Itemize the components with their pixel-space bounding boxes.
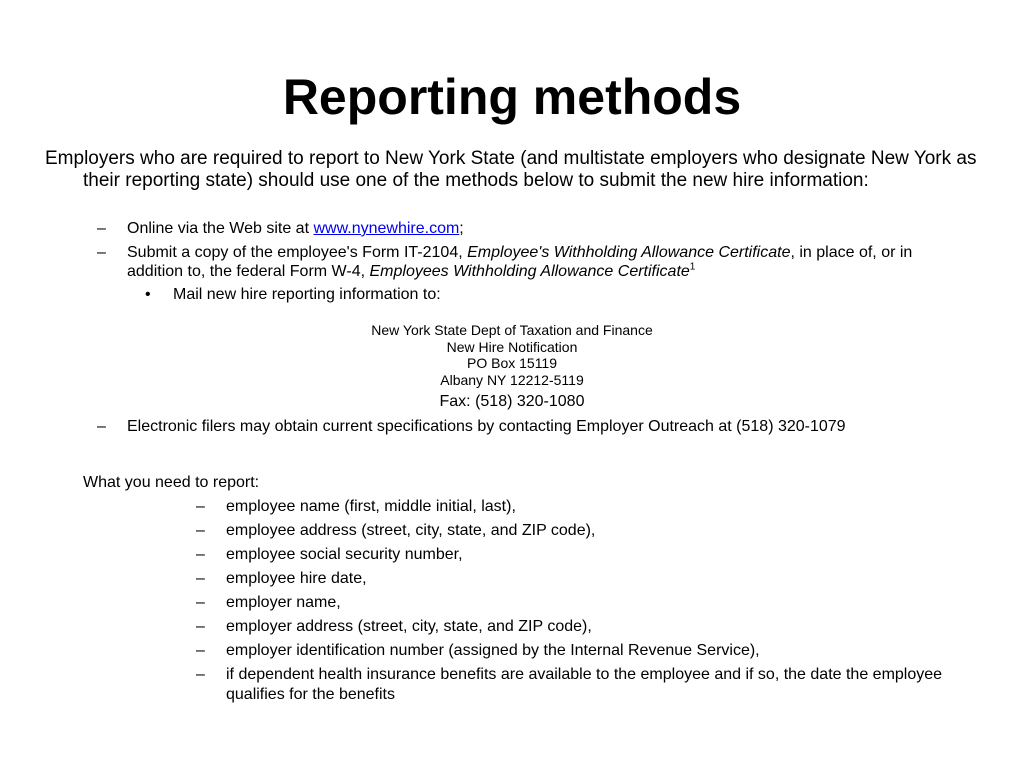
report-item: [196, 665, 956, 704]
report-item: [196, 497, 956, 517]
form-prefix: Submit a copy of the employee's Form IT-2104,: [127, 243, 468, 261]
dash-bullet: –: [196, 522, 205, 539]
fax-number: Fax: (518) 320-1080: [439, 393, 585, 410]
report-item-text: employee address (street, city, state, and ZIP code),: [226, 522, 596, 539]
address-line-2: New Hire Notification: [446, 338, 578, 355]
footnote-marker: 1: [689, 261, 696, 273]
dash-bullet: –: [97, 418, 106, 435]
report-item: [196, 641, 956, 661]
report-item: [196, 545, 956, 565]
dash-bullet: –: [97, 220, 106, 237]
report-item: [196, 521, 956, 541]
address-line-4: Albany NY 12212-5119: [440, 371, 584, 388]
electronic-list: [97, 417, 947, 441]
dash-bullet: –: [196, 618, 205, 635]
electronic-item: [97, 417, 947, 437]
dash-bullet: –: [196, 642, 205, 659]
mail-label: Mail new hire reporting information to:: [173, 286, 441, 303]
dash-bullet: –: [196, 594, 205, 611]
online-prefix: Online via the Web site at: [127, 220, 314, 237]
form-w4-title: Employees Withholding Allowance Certificate: [369, 263, 690, 280]
address-line-3: PO Box 15119: [466, 355, 558, 371]
dash-bullet: –: [196, 498, 205, 515]
report-item-text: employee name (first, middle initial, last),: [226, 498, 516, 515]
form-middle: , in place of, or in addition to, the federal Form W-4,: [127, 243, 913, 280]
dot-bullet: •: [145, 286, 151, 303]
report-items-list: [196, 497, 956, 709]
nynewhire-link[interactable]: www.nynewhire.com: [313, 220, 460, 237]
report-item: [196, 617, 956, 637]
form-it2104-title: Employee's Withholding Allowance Certificate: [467, 243, 791, 261]
report-item-text: employee hire date,: [226, 570, 367, 587]
online-suffix: ;: [459, 220, 464, 237]
report-item-text: employer address (street, city, state, and ZIP code),: [226, 618, 592, 635]
dash-bullet: –: [196, 570, 205, 587]
intro-paragraph: Employers who are required to report to New York State (and multistate employers who designate New York as their reporting state) should use one of the methods below to submit the new hire information:: [45, 148, 977, 191]
mailing-address: [0, 322, 1024, 388]
dash-bullet: –: [196, 546, 205, 563]
electronic-text: Electronic filers may obtain current specifications by contacting Employer Outreach at (518) 320-1079: [127, 418, 846, 435]
report-item-text: employer name,: [226, 594, 341, 611]
method-online: [97, 219, 947, 239]
address-line-1: New York State Dept of Taxation and Finance: [371, 322, 653, 338]
mail-item: [145, 285, 441, 305]
need-heading: What you need to report:: [83, 474, 260, 491]
report-item-text: employee social security number,: [226, 546, 463, 563]
report-item: [196, 569, 956, 589]
report-item-text: if dependent health insurance benefits are available to the employee and if so, the date the employee qualifies for the benefits: [226, 666, 943, 703]
report-item: [196, 593, 956, 613]
dash-bullet: –: [196, 666, 205, 683]
slide-title: Reporting methods: [282, 69, 742, 125]
report-item-text: employer identification number (assigned by the Internal Revenue Service),: [226, 642, 760, 659]
methods-list: [97, 219, 947, 286]
method-form: [97, 243, 947, 282]
dash-bullet: –: [97, 243, 106, 261]
